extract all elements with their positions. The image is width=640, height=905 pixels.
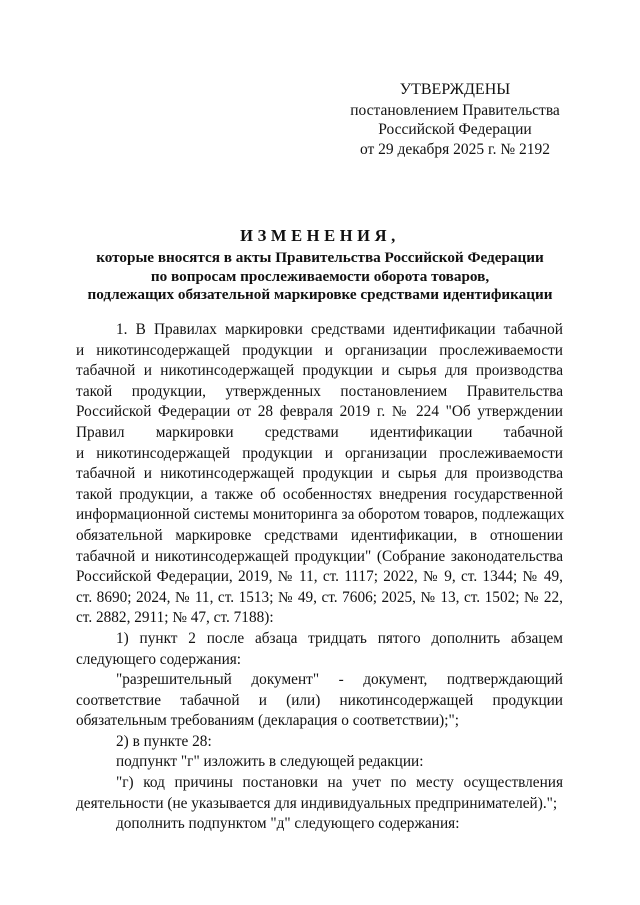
text-line: табачной и никотинсодержащей продукции и сырья для производства (76, 362, 563, 380)
text-line: 1. В Правилах маркировки средствами идентификации табачной (116, 321, 563, 338)
paragraph-5 (76, 752, 563, 773)
text-line: "разрешительный документ" - документ, подтверждающий (116, 671, 563, 689)
text-line: деятельности (не указывается для индивидуальных предпринимателей)."; (76, 794, 558, 812)
text-line: следующего содержания: (76, 650, 242, 668)
text-line: ст. 8690; 2024, № 11, ст. 1513; № 49, ст. 7606; 2025, № 13, ст. 1502; № 22, (76, 588, 563, 606)
title-sub-1: которые вносятся в акты Правительства Российской Федерации (96, 249, 544, 266)
approval-line-3: от 29 декабря 2025 г. № 2192 (359, 140, 551, 158)
text-line: 1) пункт 2 после абзаца тридцать пятого дополнить абзацем (116, 629, 563, 647)
title-main: ИЗМЕНЕНИЯ, (240, 226, 400, 245)
text-line: соответствие табачной и (или) никотинсодержащей продукции (76, 691, 563, 709)
approval-stamp (340, 80, 570, 159)
paragraph-2 (76, 629, 563, 670)
document-body (76, 320, 563, 835)
text-line: 2) в пункте 28: (116, 732, 212, 750)
paragraph-4 (76, 732, 563, 753)
text-line: обязательной маркировке средствами идентификации, в отношении (76, 526, 563, 544)
paragraph-6 (76, 773, 563, 814)
paragraph-3 (76, 670, 563, 732)
text-line: и никотинсодержащей продукции и организации прослеживаемости (76, 444, 563, 462)
text-line: информационной системы мониторинга за оборотом товаров, подлежащих (76, 506, 565, 524)
text-line: такой продукции, а также об особенностях внедрения государственной (76, 485, 563, 503)
paragraph-7 (76, 814, 563, 835)
text-line: такой продукции, утвержденных постановлением Правительства (76, 382, 563, 400)
approval-heading: УТВЕРЖДЕНЫ (399, 81, 511, 98)
text-line: табачной и никотинсодержащей продукции и сырья для производства (76, 465, 563, 483)
approval-line-1: постановлением Правительства (350, 101, 560, 119)
text-line: дополнить подпунктом "д" следующего содержания: (116, 815, 460, 833)
text-line: ст. 2882, 2911; № 47, ст. 7188): (76, 609, 274, 627)
text-line: Российской Федерации от 28 февраля 2019 г. № 224 "Об утверждении (76, 403, 563, 421)
text-line: подпункт "г" изложить в следующей редакции: (116, 753, 424, 771)
text-line: Российской Федерации, 2019, № 11, ст. 1117; 2022, № 9, ст. 1344; № 49, (76, 568, 563, 586)
title-sub-3: подлежащих обязательной маркировке средствами идентификации (87, 286, 553, 304)
text-line: и никотинсодержащей продукции и организации прослеживаемости (76, 341, 563, 359)
approval-line-2: Российской Федерации (378, 121, 532, 138)
document-title (60, 225, 580, 305)
text-line: табачной и никотинсодержащей продукции" (Собрание законодательства (76, 547, 563, 565)
paragraph-1 (76, 320, 563, 629)
text-line: "г) код причины постановки на учет по месту осуществления (116, 774, 563, 792)
text-line: Правил маркировки средствами идентификации табачной (76, 423, 563, 441)
title-sub-2: по вопросам прослеживаемости оборота товаров, (150, 267, 490, 285)
text-line: обязательным требованиям (декларация о соответствии);"; (76, 712, 459, 730)
